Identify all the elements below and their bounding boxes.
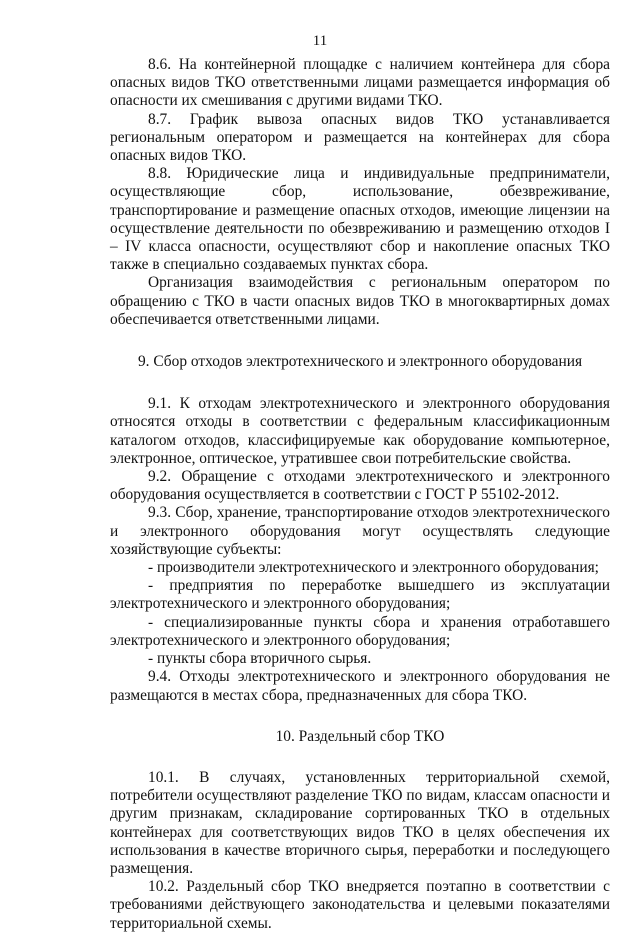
page-number: 11 [312, 33, 328, 49]
paragraph-9-1: 9.1. К отходам электротехнического и электронного оборудования относятся отходы в соответствии с федеральным классификационным каталогом отходов, классифицируемые как оборудование компьютерное, электронное, оптическое, утратившее свои потребительские свойства. [110, 395, 610, 467]
paragraph-8-8: 8.8. Юридические лица и индивидуальные предприниматели, осуществляющие сбор, использование, обезвреживание, транспортирование и размещение опасных отходов, имеющие лицензии на осуществление деятельности по обезвреживанию и размещению отходов I – IV класса опасности, осуществляют сбор и накопление опасных ТКО также в специально создаваемых пунктах сбора. [110, 165, 610, 274]
list-item: - производители электротехнического и электронного оборудования; [148, 559, 599, 577]
document-body [110, 56, 610, 933]
paragraph-9-3: 9.3. Сбор, хранение, транспортирование отходов электротехнического и электронного оборудования могут осуществлять следующие хозяйствующие субъекты: [110, 504, 610, 558]
paragraph-8-6: 8.6. На контейнерной площадке с наличием контейнера для сбора опасных видов ТКО ответственными лицами размещается информация об опасности их смешивания с другими видами ТКО. [110, 56, 610, 110]
paragraph-9-2: 9.2. Обращение с отходами электротехнического и электронного оборудования осуществляется в соответствии с ГОСТ Р 55102-2012. [110, 468, 610, 504]
section-10-heading: 10. Раздельный сбор ТКО [275, 727, 445, 745]
list-item: - предприятия по переработке вышедшего из эксплуатации электротехнического и электронного оборудования; [110, 577, 610, 613]
paragraph-9-4: 9.4. Отходы электротехнического и электронного оборудования не размещаются в местах сбора, предназначенных для сбора ТКО. [110, 668, 610, 704]
list-item: - пункты сбора вторичного сырья. [148, 650, 372, 668]
section-9-heading: 9. Сбор отходов электротехнического и электронного оборудования [137, 353, 583, 371]
paragraph-10-2: 10.2. Раздельный сбор ТКО внедряется поэтапно в соответствии с требованиями действующего законодательства и целевыми показателями территориальной схемы. [110, 878, 610, 932]
paragraph-organization: Организация взаимодействия с региональным оператором по обращению с ТКО в части опасных видов ТКО в многоквартирных домах обеспечивается ответственными лицами. [110, 274, 610, 328]
paragraph-8-7: 8.7. График вывоза опасных видов ТКО устанавливается региональным оператором и размещается на контейнерах для сбора опасных видов ТКО. [110, 110, 610, 165]
paragraph-10-1: 10.1. В случаях, установленных территориальной схемой, потребители осуществляют разделение ТКО по видам, классам опасности и другим признакам, складирование сортированных ТКО в отдельных контейнерах для соответствующих видов ТКО в целях обеспечения их использования в качестве вторичного сырья, переработки и последующего размещения. [110, 768, 610, 877]
list-item: - специализированные пункты сбора и хранения отработавшего электротехнического и электронного оборудования; [110, 613, 610, 649]
